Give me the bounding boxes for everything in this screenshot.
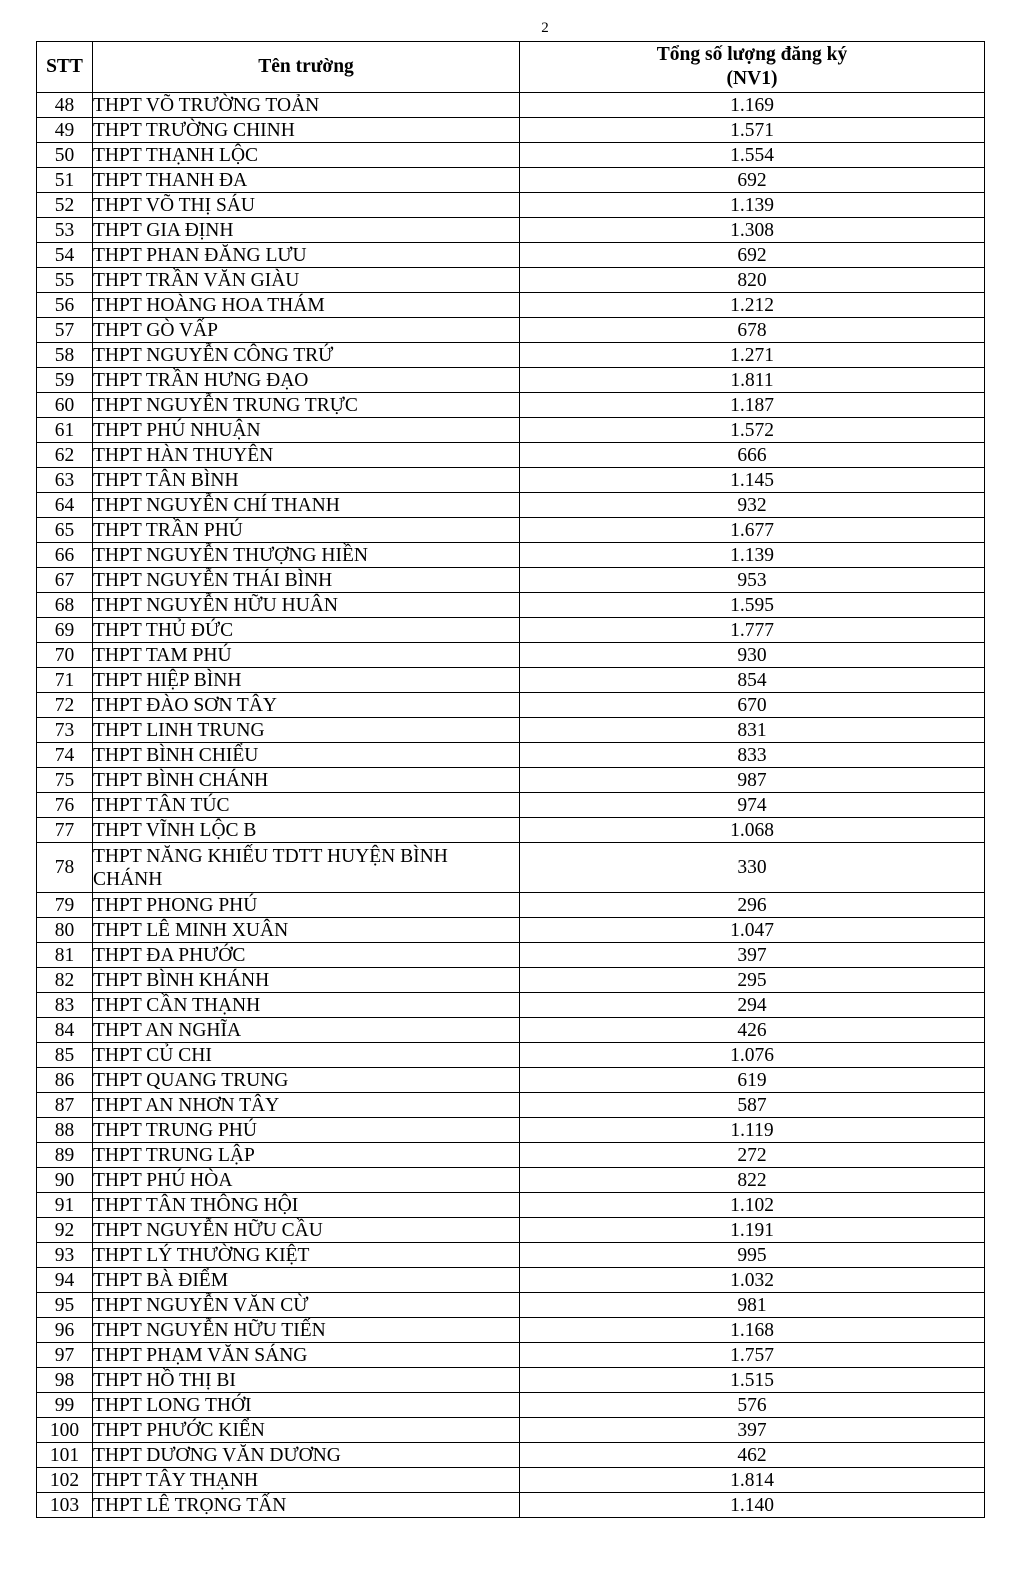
row-school-name: THPT TÂY THẠNH	[93, 1468, 520, 1493]
table-row	[37, 118, 985, 143]
row-stt: 102	[37, 1468, 93, 1493]
row-total: 296	[520, 893, 985, 918]
table-row	[37, 543, 985, 568]
row-school-name: THPT TÂN THÔNG HỘI	[93, 1193, 520, 1218]
row-total: 1.168	[520, 1318, 985, 1343]
row-stt: 89	[37, 1143, 93, 1168]
row-stt: 97	[37, 1343, 93, 1368]
row-school-name: THPT NGUYỄN HỮU HUÂN	[93, 593, 520, 618]
row-school-name: THPT TRƯỜNG CHINH	[93, 118, 520, 143]
row-total: 1.068	[520, 818, 985, 843]
row-school-name: THPT NGUYỄN CHÍ THANH	[93, 493, 520, 518]
row-school-name: THPT TAM PHÚ	[93, 643, 520, 668]
row-school-name: THPT NĂNG KHIẾU TDTT HUYỆN BÌNH CHÁNH	[93, 843, 520, 893]
row-school-name: THPT THANH ĐA	[93, 168, 520, 193]
row-stt: 80	[37, 918, 93, 943]
row-total: 1.571	[520, 118, 985, 143]
row-total: 1.076	[520, 1043, 985, 1068]
row-total: 833	[520, 743, 985, 768]
row-total: 1.515	[520, 1368, 985, 1393]
row-school-name: THPT CẦN THẠNH	[93, 993, 520, 1018]
table-row	[37, 568, 985, 593]
row-stt: 94	[37, 1268, 93, 1293]
table-row	[37, 468, 985, 493]
row-total: 1.191	[520, 1218, 985, 1243]
row-school-name: THPT HOÀNG HOA THÁM	[93, 293, 520, 318]
row-school-name: THPT AN NHƠN TÂY	[93, 1093, 520, 1118]
table-row	[37, 518, 985, 543]
row-total: 1.032	[520, 1268, 985, 1293]
table-row	[37, 718, 985, 743]
row-total: 1.187	[520, 393, 985, 418]
row-stt: 78	[37, 843, 93, 893]
row-total: 1.139	[520, 543, 985, 568]
row-total: 974	[520, 793, 985, 818]
row-stt: 48	[37, 93, 93, 118]
row-stt: 59	[37, 368, 93, 393]
row-total: 1.777	[520, 618, 985, 643]
row-stt: 84	[37, 1018, 93, 1043]
row-total: 1.140	[520, 1493, 985, 1518]
table-row	[37, 1343, 985, 1368]
row-stt: 53	[37, 218, 93, 243]
row-total: 670	[520, 693, 985, 718]
row-total: 692	[520, 243, 985, 268]
row-school-name: THPT ĐÀO SƠN TÂY	[93, 693, 520, 718]
row-school-name: THPT TRUNG PHÚ	[93, 1118, 520, 1143]
header-stt: STT	[37, 42, 93, 93]
table-row	[37, 1018, 985, 1043]
table-row	[37, 693, 985, 718]
table-row	[37, 1168, 985, 1193]
row-total: 1.572	[520, 418, 985, 443]
row-total: 1.139	[520, 193, 985, 218]
row-school-name: THPT TÂN TÚC	[93, 793, 520, 818]
table-row	[37, 493, 985, 518]
table-row	[37, 1368, 985, 1393]
row-school-name: THPT THẠNH LỘC	[93, 143, 520, 168]
row-total: 397	[520, 943, 985, 968]
row-stt: 74	[37, 743, 93, 768]
row-stt: 83	[37, 993, 93, 1018]
row-stt: 98	[37, 1368, 93, 1393]
row-school-name: THPT QUANG TRUNG	[93, 1068, 520, 1093]
row-stt: 101	[37, 1443, 93, 1468]
row-total: 678	[520, 318, 985, 343]
table-row	[37, 243, 985, 268]
row-stt: 90	[37, 1168, 93, 1193]
table-row	[37, 1218, 985, 1243]
header-total-line1: Tổng số lượng đăng ký	[656, 44, 848, 65]
table-header-row	[37, 42, 985, 93]
table-row	[37, 1118, 985, 1143]
table-row	[37, 1268, 985, 1293]
table-row	[37, 1468, 985, 1493]
table-row	[37, 1143, 985, 1168]
row-school-name: THPT HIỆP BÌNH	[93, 668, 520, 693]
table-row	[37, 1318, 985, 1343]
row-stt: 95	[37, 1293, 93, 1318]
row-school-name: THPT VÕ THỊ SÁU	[93, 193, 520, 218]
row-stt: 87	[37, 1093, 93, 1118]
row-total: 587	[520, 1093, 985, 1118]
row-total: 1.595	[520, 593, 985, 618]
row-stt: 61	[37, 418, 93, 443]
row-stt: 103	[37, 1493, 93, 1518]
row-total: 981	[520, 1293, 985, 1318]
row-school-name: THPT NGUYỄN VĂN CỪ	[93, 1293, 520, 1318]
row-total: 1.145	[520, 468, 985, 493]
row-stt: 69	[37, 618, 93, 643]
row-stt: 56	[37, 293, 93, 318]
row-total: 1.814	[520, 1468, 985, 1493]
row-school-name: THPT PHAN ĐĂNG LƯU	[93, 243, 520, 268]
row-stt: 99	[37, 1393, 93, 1418]
table-row	[37, 768, 985, 793]
row-stt: 77	[37, 818, 93, 843]
row-school-name: THPT HÀN THUYÊN	[93, 443, 520, 468]
table-row	[37, 1418, 985, 1443]
table-row	[37, 1493, 985, 1518]
table-row	[37, 968, 985, 993]
row-total: 1.811	[520, 368, 985, 393]
row-stt: 55	[37, 268, 93, 293]
row-school-name: THPT BÌNH CHÁNH	[93, 768, 520, 793]
table-row	[37, 668, 985, 693]
table-row	[37, 1393, 985, 1418]
row-total: 295	[520, 968, 985, 993]
row-stt: 79	[37, 893, 93, 918]
row-school-name: THPT BÌNH CHIỂU	[93, 743, 520, 768]
table-row	[37, 193, 985, 218]
row-total: 1.047	[520, 918, 985, 943]
row-total: 932	[520, 493, 985, 518]
row-school-name: THPT VĨNH LỘC B	[93, 818, 520, 843]
row-school-name: THPT NGUYỄN HỮU TIẾN	[93, 1318, 520, 1343]
row-stt: 86	[37, 1068, 93, 1093]
header-school-name: Tên trường	[93, 42, 520, 93]
table-row	[37, 1193, 985, 1218]
table-row	[37, 1093, 985, 1118]
row-school-name: THPT ĐA PHƯỚC	[93, 943, 520, 968]
table-row	[37, 443, 985, 468]
table-row	[37, 918, 985, 943]
table-row	[37, 268, 985, 293]
row-stt: 72	[37, 693, 93, 718]
row-stt: 62	[37, 443, 93, 468]
row-school-name: THPT TRẦN PHÚ	[93, 518, 520, 543]
row-stt: 96	[37, 1318, 93, 1343]
row-stt: 92	[37, 1218, 93, 1243]
row-stt: 75	[37, 768, 93, 793]
row-stt: 88	[37, 1118, 93, 1143]
table-row	[37, 843, 985, 893]
row-stt: 70	[37, 643, 93, 668]
page-number: 2	[541, 20, 549, 36]
row-total: 1.102	[520, 1193, 985, 1218]
row-stt: 50	[37, 143, 93, 168]
table-row	[37, 293, 985, 318]
table-row	[37, 993, 985, 1018]
table-row	[37, 343, 985, 368]
table-row	[37, 93, 985, 118]
table-row	[37, 818, 985, 843]
row-school-name: THPT TRẦN VĂN GIÀU	[93, 268, 520, 293]
row-school-name: THPT NGUYỄN CÔNG TRỨ	[93, 343, 520, 368]
row-total: 397	[520, 1418, 985, 1443]
table-row	[37, 893, 985, 918]
row-school-name: THPT LINH TRUNG	[93, 718, 520, 743]
row-school-name: THPT LÊ MINH XUÂN	[93, 918, 520, 943]
row-stt: 65	[37, 518, 93, 543]
row-stt: 81	[37, 943, 93, 968]
table-row	[37, 1443, 985, 1468]
row-stt: 67	[37, 568, 93, 593]
table-row	[37, 418, 985, 443]
row-school-name: THPT TRẦN HƯNG ĐẠO	[93, 368, 520, 393]
row-stt: 51	[37, 168, 93, 193]
row-total: 953	[520, 568, 985, 593]
row-total: 930	[520, 643, 985, 668]
row-stt: 91	[37, 1193, 93, 1218]
row-total: 1.212	[520, 293, 985, 318]
row-stt: 63	[37, 468, 93, 493]
row-school-name: THPT TRUNG LẬP	[93, 1143, 520, 1168]
row-school-name: THPT TÂN BÌNH	[93, 468, 520, 493]
row-stt: 64	[37, 493, 93, 518]
row-stt: 57	[37, 318, 93, 343]
row-school-name: THPT HỒ THỊ BI	[93, 1368, 520, 1393]
row-school-name: THPT PHƯỚC KIỂN	[93, 1418, 520, 1443]
row-stt: 85	[37, 1043, 93, 1068]
table-row	[37, 143, 985, 168]
row-total: 576	[520, 1393, 985, 1418]
row-school-name: THPT DƯƠNG VĂN DƯƠNG	[93, 1443, 520, 1468]
row-stt: 68	[37, 593, 93, 618]
row-school-name: THPT VÕ TRƯỜNG TOẢN	[93, 93, 520, 118]
table-row	[37, 793, 985, 818]
table-row	[37, 393, 985, 418]
table-row	[37, 943, 985, 968]
row-total: 294	[520, 993, 985, 1018]
row-total: 1.271	[520, 343, 985, 368]
row-total: 854	[520, 668, 985, 693]
row-school-name: THPT GÒ VẤP	[93, 318, 520, 343]
row-total: 831	[520, 718, 985, 743]
row-stt: 52	[37, 193, 93, 218]
registration-table	[36, 41, 985, 1518]
table-row	[37, 1243, 985, 1268]
row-total: 1.554	[520, 143, 985, 168]
row-stt: 54	[37, 243, 93, 268]
row-total: 619	[520, 1068, 985, 1093]
row-school-name: THPT NGUYỄN THÁI BÌNH	[93, 568, 520, 593]
row-school-name: THPT CỦ CHI	[93, 1043, 520, 1068]
header-total-registrations	[520, 42, 985, 93]
row-school-name: THPT PHÚ HÒA	[93, 1168, 520, 1193]
row-stt: 71	[37, 668, 93, 693]
table-row	[37, 643, 985, 668]
row-stt: 100	[37, 1418, 93, 1443]
row-school-name: THPT BÀ ĐIỂM	[93, 1268, 520, 1293]
table-row	[37, 593, 985, 618]
row-stt: 60	[37, 393, 93, 418]
row-total: 1.757	[520, 1343, 985, 1368]
row-school-name: THPT PHÚ NHUẬN	[93, 418, 520, 443]
row-total: 987	[520, 768, 985, 793]
row-school-name: THPT LÊ TRỌNG TẤN	[93, 1493, 520, 1518]
row-school-name: THPT PHONG PHÚ	[93, 893, 520, 918]
table-row	[37, 1293, 985, 1318]
row-school-name: THPT NGUYỄN THƯỢNG HIỀN	[93, 543, 520, 568]
row-stt: 58	[37, 343, 93, 368]
row-total: 1.677	[520, 518, 985, 543]
row-total: 1.308	[520, 218, 985, 243]
table-row	[37, 218, 985, 243]
row-total: 822	[520, 1168, 985, 1193]
row-stt: 82	[37, 968, 93, 993]
row-total: 426	[520, 1018, 985, 1043]
table-row	[37, 743, 985, 768]
row-total: 462	[520, 1443, 985, 1468]
row-school-name: THPT LONG THỚI	[93, 1393, 520, 1418]
header-total-line2: (NV1)	[726, 68, 778, 89]
row-school-name: THPT LÝ THƯỜNG KIỆT	[93, 1243, 520, 1268]
table-row	[37, 368, 985, 393]
row-school-name: THPT NGUYỄN HỮU CẦU	[93, 1218, 520, 1243]
row-total: 1.119	[520, 1118, 985, 1143]
row-total: 272	[520, 1143, 985, 1168]
row-total: 820	[520, 268, 985, 293]
row-total: 330	[520, 843, 985, 893]
table-row	[37, 168, 985, 193]
row-school-name: THPT AN NGHĨA	[93, 1018, 520, 1043]
table-row	[37, 318, 985, 343]
row-school-name: THPT THỦ ĐỨC	[93, 618, 520, 643]
row-stt: 66	[37, 543, 93, 568]
row-school-name: THPT PHẠM VĂN SÁNG	[93, 1343, 520, 1368]
table-row	[37, 1068, 985, 1093]
row-total: 692	[520, 168, 985, 193]
table-row	[37, 1043, 985, 1068]
row-school-name: THPT NGUYỄN TRUNG TRỰC	[93, 393, 520, 418]
row-total: 995	[520, 1243, 985, 1268]
table-body	[37, 93, 985, 1518]
row-school-name: THPT BÌNH KHÁNH	[93, 968, 520, 993]
table-row	[37, 618, 985, 643]
row-stt: 93	[37, 1243, 93, 1268]
row-total: 1.169	[520, 93, 985, 118]
row-total: 666	[520, 443, 985, 468]
row-stt: 73	[37, 718, 93, 743]
row-stt: 49	[37, 118, 93, 143]
row-stt: 76	[37, 793, 93, 818]
row-school-name: THPT GIA ĐỊNH	[93, 218, 520, 243]
